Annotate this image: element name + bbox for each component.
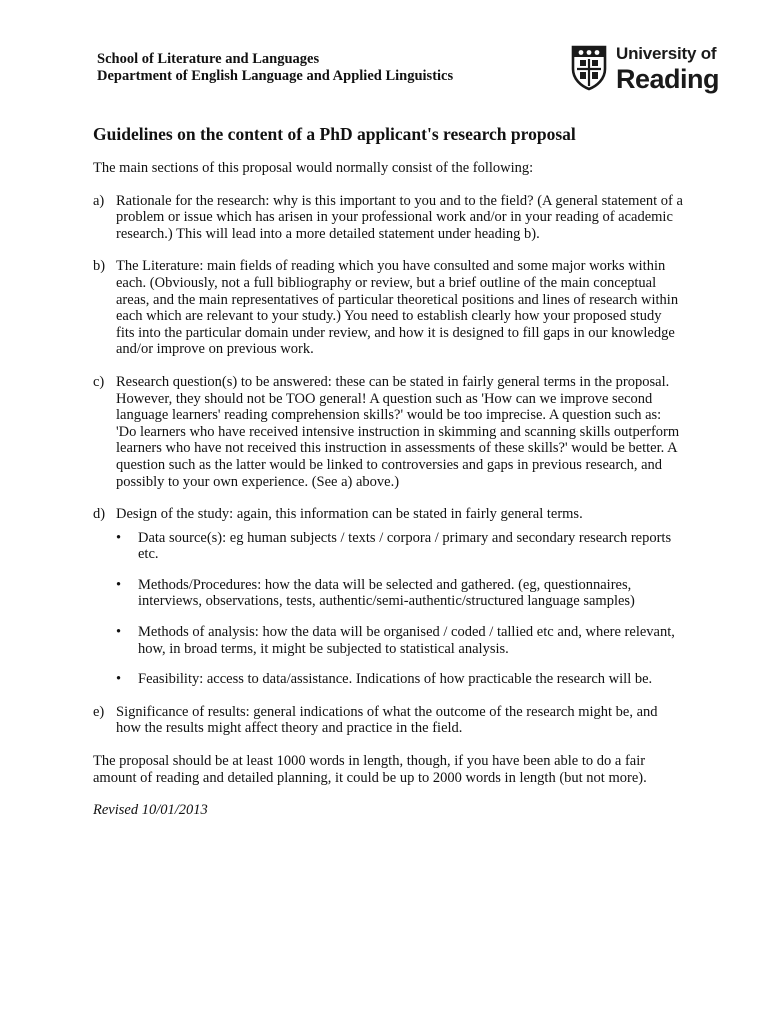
bullet-text: Data source(s): eg human subjects / texts / corpora / primary and secondary research reports etc. [138,529,672,563]
bullet-icon: • [116,624,122,641]
list-item [116,671,683,688]
school-header [97,51,537,85]
school-name: School of Literature and Languages [97,51,320,67]
section-label: d) [93,506,106,523]
section-label: b) [93,258,106,275]
list-item [116,577,683,610]
design-bullet-list [116,530,683,688]
document-body [93,124,683,819]
section-text: Design of the study: again, this information can be stated in fairly general terms. [116,506,583,523]
department-name: Department of English Language and Applied Linguistics [97,68,454,84]
bullet-icon: • [116,529,122,546]
section-d [93,506,683,688]
bullet-icon: • [116,671,122,688]
section-body [116,506,683,688]
section-text: Research question(s) to be answered: these can be stated in fairly general terms in the proposal. However, they should not be TOO general! A question such as 'How can we improve second language learners' reading comprehension skills?' would be too imprecise. A question such as: 'Do learners who have received intensive instruction in skimming and scanning skills outperform learners who have not received this instruction in assessments of these skills?' would be better. A question such as the latter would be linked to controversies and gaps in previous research, and possibly to your own experience. (See a) above.) [116,373,680,490]
logo-wordmark [616,43,726,93]
intro-paragraph: The main sections of this proposal would normally consist of the following: [93,160,534,176]
revision-date: Revised 10/01/2013 [93,802,208,819]
section-text: The Literature: main fields of reading which you have consulted and some major works within each. (Obviously, not a full bibliography or review, but a brief outline of the main conceptual areas, and the main representatives of particular theoretical positions and lines of research within each which are relevant to your study.) You need to establish clearly how your proposed study fits into the particular domain under review, and how it is designed to fill gaps in our knowledge and/or improve on previous work. [116,258,679,358]
logo-line-reading: Reading [616,64,720,94]
section-text: Significance of results: general indications of what the outcome of the research might be, and how the results might affect theory and practice in the field. [116,703,658,737]
university-crest-icon [571,45,607,91]
closing-paragraph: The proposal should be at least 1000 words in length, though, if you have been able to do a fair amount of reading and detailed planning, it could be up to 2000 words in length (but not more). [93,753,647,786]
university-logo [571,45,721,93]
section-e [93,704,683,737]
section-a [93,193,683,243]
section-b [93,258,683,358]
section-label: a) [93,192,105,209]
bullet-text: Methods/Procedures: how the data will be selected and gathered. (eg, questionnaires, interviews, observations, tests, authentic/semi-authentic/structured language samples) [138,576,635,610]
section-text: Rationale for the research: why is this important to you and to the field? (A general statement of a problem or issue which has arisen in your professional work and/or in your reading of academic research.) This will lead into a more detailed statement under heading b). [116,192,683,242]
document-title: Guidelines on the content of a PhD applicant's research proposal [93,124,576,144]
bullet-text: Methods of analysis: how the data will be organised / coded / tallied etc and, where relevant, how, in broad terms, it might be subjected to statistical analysis. [138,624,675,657]
section-label: e) [93,703,105,720]
list-item [116,530,683,563]
bullet-icon: • [116,576,122,593]
section-label: c) [93,373,105,390]
bullet-text: Feasibility: access to data/assistance. Indications of how practicable the research will be. [138,671,653,688]
logo-line-university-of: University of [616,44,717,63]
list-item [116,624,683,657]
section-c [93,374,683,490]
